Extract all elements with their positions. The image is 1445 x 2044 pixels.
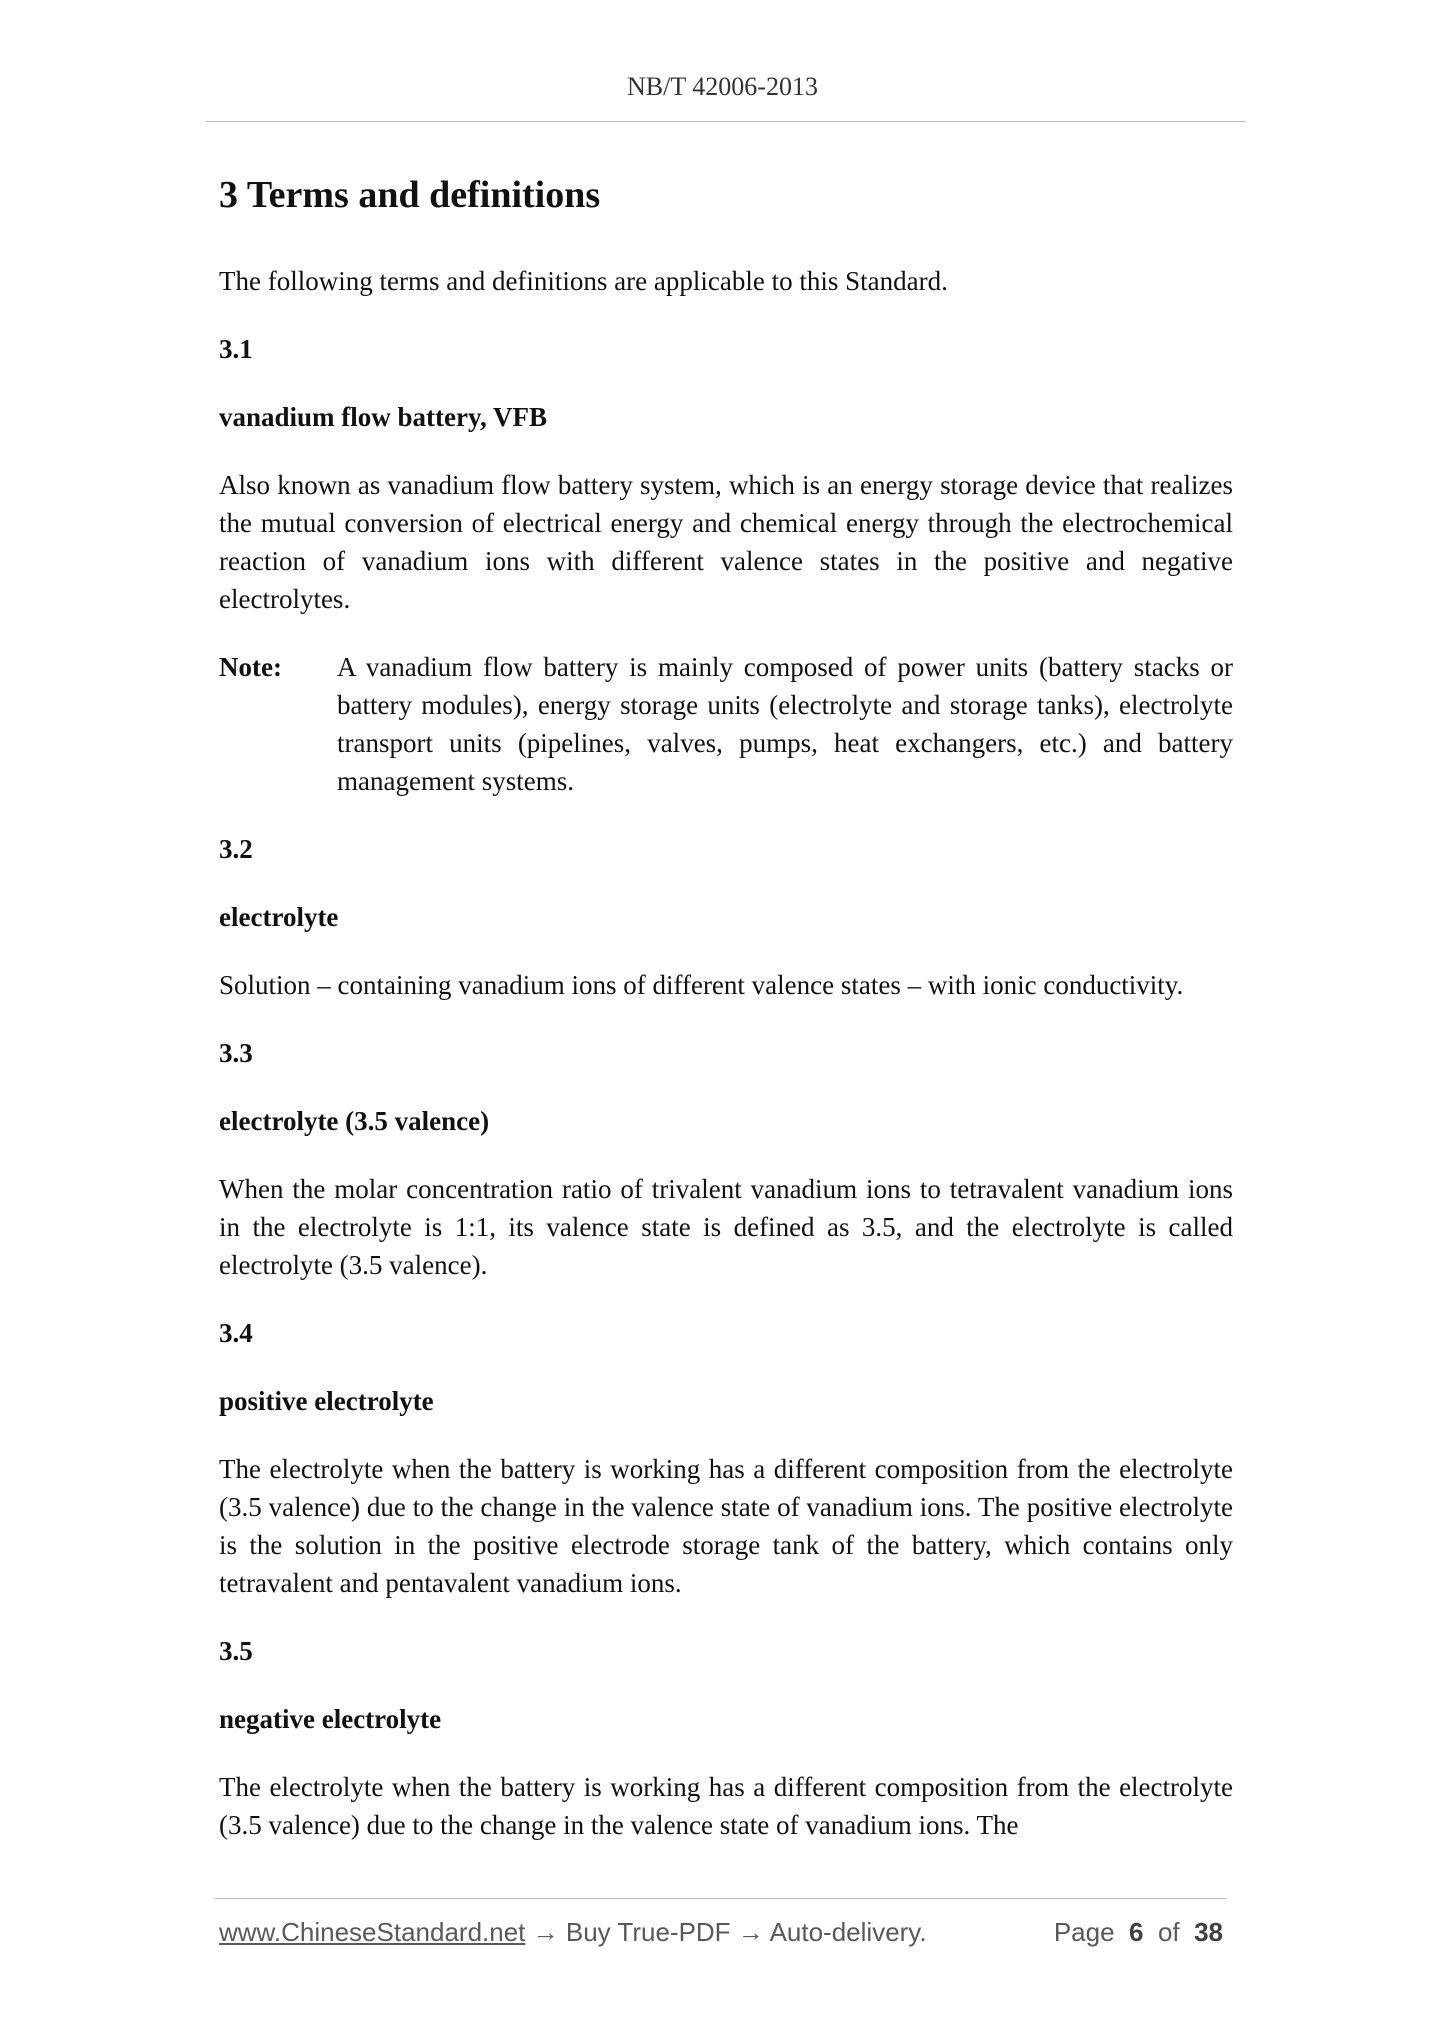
section-intro: The following terms and definitions are applicable to this Standard. <box>219 266 948 296</box>
footer-promo-text: → Buy True-PDF → Auto-delivery. <box>525 1917 927 1947</box>
page-content <box>219 168 1233 1844</box>
website-link[interactable]: www.ChineseStandard.net <box>219 1917 526 1947</box>
term-title: vanadium flow battery, VFB <box>219 402 548 432</box>
term-number: 3.2 <box>219 834 253 864</box>
note-text: A vanadium flow battery is mainly composed of power units (battery stacks or battery modules), energy storage units (electrolyte and storage tanks), electrolyte transport units (pipelines, valves, pumps, heat exchangers, etc.) and battery management systems. <box>337 652 1233 796</box>
page-footer <box>219 1917 1223 1948</box>
term-title: electrolyte (3.5 valence) <box>219 1106 490 1136</box>
page-label: Page <box>1053 1917 1115 1947</box>
section-title: 3 Terms and definitions <box>219 174 601 216</box>
term-definition: Solution – containing vanadium ions of different valence states – with ionic conductivity. <box>219 970 1184 1000</box>
term-number: 3.4 <box>219 1318 253 1348</box>
term-title: negative electrolyte <box>219 1704 442 1734</box>
term-number: 3.1 <box>219 334 253 364</box>
term-definition: When the molar concentration ratio of trivalent vanadium ions to tetravalent vanadium ions in the electrolyte is 1:1, its valence state is defined as 3.5, and the electrolyte is called electrolyte (3.5 valence). <box>219 1174 1233 1280</box>
term-note <box>219 648 1233 800</box>
term-number: 3.3 <box>219 1038 253 1068</box>
footer-promo <box>219 1917 927 1948</box>
page-indicator <box>1054 1917 1223 1948</box>
term-definition: The electrolyte when the battery is working has a different composition from the electrolyte (3.5 valence) due to the change in the valence state of vanadium ions. The <box>219 1772 1233 1840</box>
page-of: of <box>1157 1917 1180 1947</box>
term-definition: The electrolyte when the battery is working has a different composition from the electrolyte (3.5 valence) due to the change in the valence state of vanadium ions. The positive electrolyte is the solution in the positive electrode storage tank of the battery, which contains only tetravalent and pentavalent vanadium ions. <box>219 1454 1233 1598</box>
footer-divider <box>214 1898 1227 1899</box>
header-divider <box>206 121 1246 122</box>
note-label: Note: <box>219 652 282 682</box>
document-code: NB/T 42006-2013 <box>627 72 818 101</box>
page-total: 38 <box>1194 1917 1223 1947</box>
term-definition: Also known as vanadium flow battery system, which is an energy storage device that realizes the mutual conversion of electrical energy and chemical energy through the electrochemical reaction of vanadium ions with different valence states in the positive and negative electrolytes. <box>219 470 1233 614</box>
page-current: 6 <box>1129 1917 1144 1947</box>
term-title: electrolyte <box>219 902 339 932</box>
term-title: positive electrolyte <box>219 1386 434 1416</box>
term-number: 3.5 <box>219 1636 253 1666</box>
